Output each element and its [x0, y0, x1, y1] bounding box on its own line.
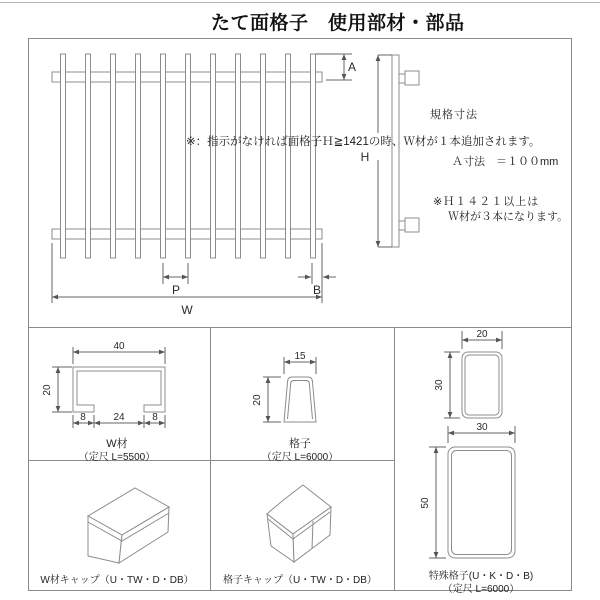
side-bar: [392, 55, 399, 247]
dim-w-material-width: 40: [113, 341, 125, 352]
w-cap-label: W材キャップ（U・TW・D・DB）: [40, 575, 194, 586]
lattice-front-view: [52, 54, 322, 258]
lattice-size: （定尺 L=6000）: [261, 452, 339, 463]
dim-label-a: A: [348, 60, 357, 74]
dim-special-bottom-width: 30: [476, 422, 488, 433]
w-material-dimensions: [52, 347, 165, 428]
dim-label-b: B: [312, 283, 322, 297]
lattice-cap-drawing: [267, 485, 331, 562]
lattice-bars: [61, 54, 316, 258]
dim-label-h: H: [360, 150, 370, 164]
special-lattice-size: （定尺 L=6000）: [442, 584, 520, 595]
dim-label-w: W: [181, 303, 193, 317]
main-dimension-labels: [172, 60, 369, 317]
main-dimensions: [52, 54, 392, 303]
dim-w-material-lip-right: 8: [152, 412, 158, 423]
lattice-profile: [284, 377, 316, 422]
spec-note: ※：指示がなければ面格子Ｈ≧1421の時、Ｗ材が１本追加されます。: [186, 136, 541, 148]
spec-h-note-line1: ※Ｈ１４２１以上は: [433, 196, 540, 208]
dim-lattice-height: 20: [252, 394, 263, 406]
w-bracket-bottom: [405, 218, 419, 232]
spec-title: 規格寸法: [430, 109, 478, 121]
w-material-dim-labels: [42, 341, 158, 423]
dim-lattice-width: 15: [294, 351, 306, 362]
dim-w-material-opening: 24: [113, 412, 125, 423]
page-title: たて面格子 使用部材・部品: [211, 13, 465, 34]
lattice-side-view: [392, 55, 419, 247]
special-lattice-profiles: [448, 352, 515, 558]
w-bracket-top: [405, 71, 419, 85]
special-lattice-label: 特殊格子(U・K・D・B): [428, 571, 534, 582]
dim-special-top-height: 30: [434, 379, 445, 391]
spec-a-dimension: Ａ寸法 ＝１００mm: [452, 156, 559, 168]
spec-h-note-line2: Ｗ材が３本になります。: [448, 211, 569, 223]
w-material-profile: [73, 367, 165, 412]
w-cap-drawing: [88, 488, 169, 563]
dim-w-material-height: 20: [42, 384, 53, 396]
dim-label-p: P: [171, 283, 181, 297]
w-material-size: （定尺 L=5500）: [78, 452, 156, 463]
w-material-label: W材: [106, 438, 128, 450]
lattice-cap-label: 格子キャップ（U・TW・D・DB）: [223, 575, 377, 586]
lattice-label: 格子: [289, 438, 311, 450]
dim-w-material-lip-left: 8: [80, 412, 86, 423]
dim-special-top-width: 20: [476, 329, 488, 340]
dim-special-bottom-height: 50: [420, 497, 431, 509]
